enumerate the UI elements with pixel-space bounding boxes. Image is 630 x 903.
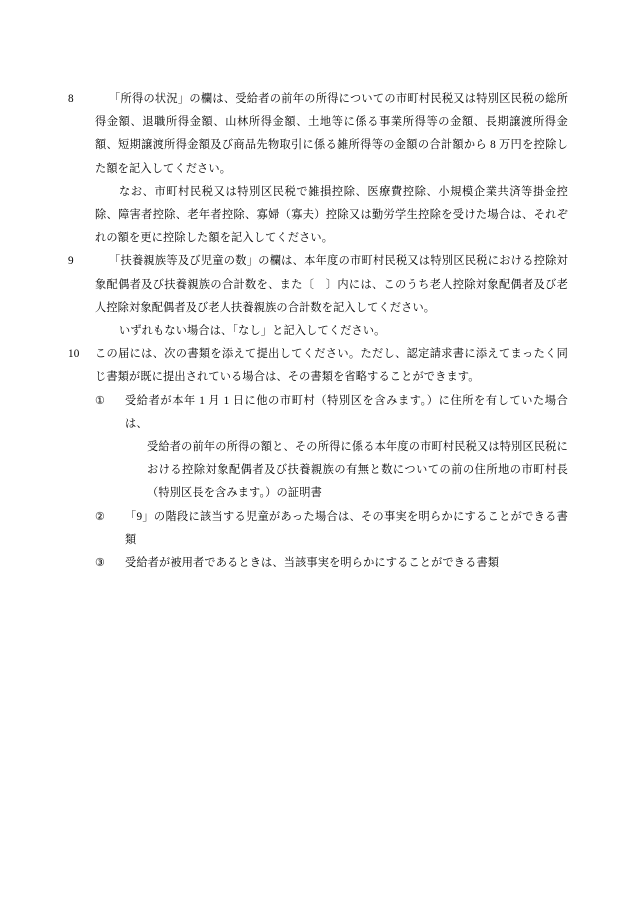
clause-10 xyxy=(68,343,568,575)
clause-9-number: 9 xyxy=(68,255,74,268)
circled-number-1-icon: ① xyxy=(95,394,106,407)
document-body xyxy=(68,88,568,575)
clause-10-subitem-2-line-1: 「9」の階段に該当する児童があった場合は、その事実を明らかにすることができる書類 xyxy=(125,510,568,546)
clause-10-number: 10 xyxy=(68,348,80,361)
clause-8-paragraph-2: なお、市町村民税又は特別区民税で雑損控除、医療費控除、小規模企業共済等掛金控除、障害者控除、老年者控除、寡婦（寡夫）控除又は勤労学生控除を受けた場合は、それぞれの額を更に控除した額を記入してください。 xyxy=(95,185,568,245)
clause-8-paragraph-1: 「所得の状況」の欄は、受給者の前年の所得についての市町村民税又は特別区民税の総所得金額、退職所得金額、山林所得金額、土地等に係る事業所得等の金額、長期譲渡所得金額、短期譲渡所得金額及び商品先物取引に係る雑所得等の金額の合計額から 8 万円を控除した額を記入してください。 xyxy=(95,93,568,175)
clause-8 xyxy=(68,88,568,250)
clause-10-subitems xyxy=(95,390,568,576)
clause-10-paragraph-1: この届には、次の書類を添えて提出してください。ただし、認定請求書に添えてまったく同じ書類が既に提出されている場合は、その書類を省略することができます。 xyxy=(95,348,568,384)
clause-10-subitem-1-line-2: 受給者の前年の所得の額と、その所得に係る本年度の市町村民税又は特別区民税における控除対象配偶者及び扶養親族の有無と数についての前の住所地の市町村長（特別区長を含みます。）の証明書 xyxy=(147,441,568,500)
clause-8-number: 8 xyxy=(68,93,74,105)
clause-10-subitem-1-line-1: 受給者が本年 1 月 1 日に他の市町村（特別区を含みます。）に住所を有していた場合は、 xyxy=(125,394,568,430)
clause-9 xyxy=(68,250,568,343)
circled-number-2-icon: ② xyxy=(95,510,106,523)
clause-9-paragraph-2: いずれもない場合は、「なし」と記入してください。 xyxy=(119,325,386,338)
clause-10-subitem-3-line-1: 受給者が被用者であるときは、当該事実を明らかにすることができる書類 xyxy=(125,557,500,570)
circled-number-3-icon: ③ xyxy=(95,557,106,570)
clause-9-paragraph-1: 「扶養親族等及び児童の数」の欄は、本年度の市町村民税又は特別区民税における控除対象配偶者及び扶養親族の合計数を、また〔 〕内には、このうち老人控除対象配偶者及び老人控除対象配偶者及び老人扶養親族の合計数を記入してください。 xyxy=(95,255,568,314)
clause-10-subitem-1 xyxy=(95,390,568,506)
clause-10-subitem-2 xyxy=(95,506,568,552)
clause-10-subitem-3 xyxy=(95,552,568,575)
